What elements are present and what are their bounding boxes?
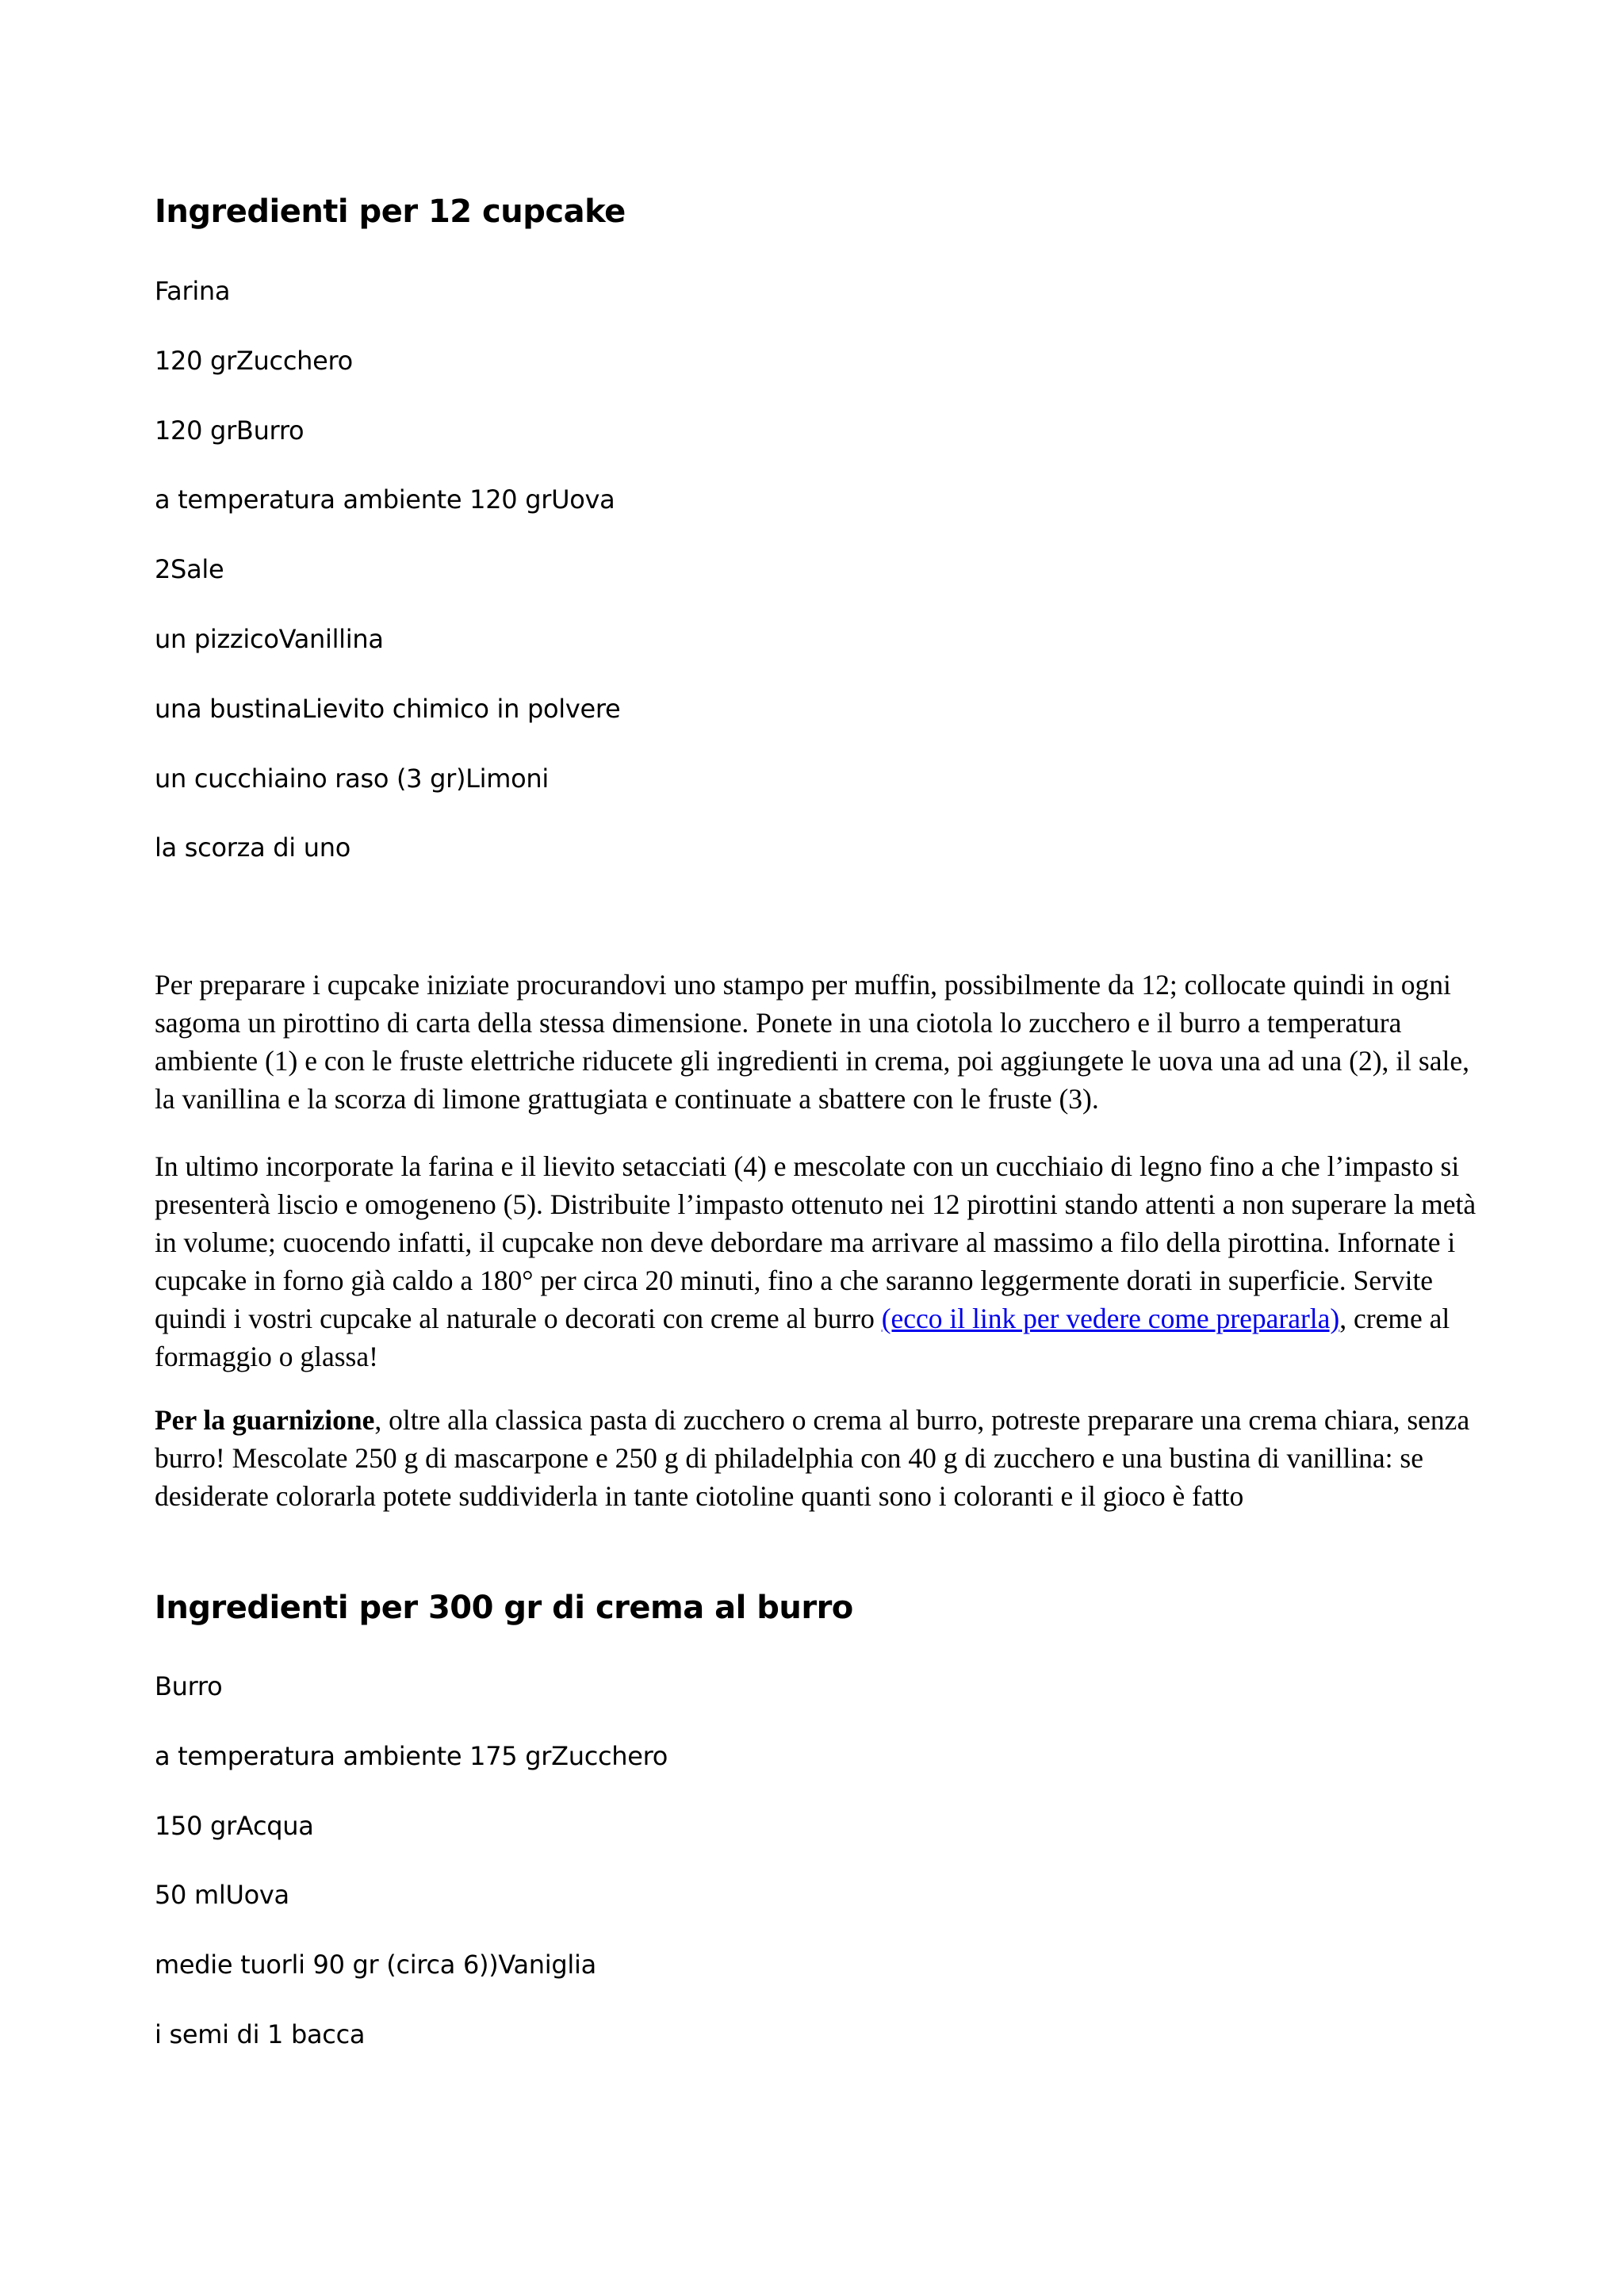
ingredient-line: Farina xyxy=(155,276,231,306)
ingredient-line: un cucchiaino raso (3 gr)Limoni xyxy=(155,763,549,794)
ingredient-line: Burro xyxy=(155,1671,223,1701)
decoration-text: , oltre alla classica pasta di zucchero o crema al burro, potreste preparare una crema chiara, senza burro! Mescolate 250 g di mascarpone e 250 g di philadelphia con 40 g di zucchero e una bustina di vanillina: se desiderate colorarla potete suddividerla in tante ciotoline quanti sono i coloranti e il gioco è fatto xyxy=(155,1404,1470,1512)
buttercream-recipe-link[interactable]: (ecco il link per vedere come prepararla) xyxy=(881,1303,1340,1334)
paragraph-2-tail: , creme al formaggio o glassa! xyxy=(155,1303,1450,1372)
decoration-label: Per la guarnizione xyxy=(155,1404,375,1436)
ingredient-line: 50 mlUova xyxy=(155,1880,289,1910)
ingredient-line: una bustinaLievito chimico in polvere xyxy=(155,694,621,724)
instructions-paragraph-2 xyxy=(155,1147,1483,1376)
ingredient-line: i semi di 1 bacca xyxy=(155,2019,366,2049)
ingredient-line: un pizzicoVanillina xyxy=(155,624,384,654)
paragraph-2-text: In ultimo incorporate la farina e il lievito setacciati (4) e mescolate con un cucchiaio di legno fino a che l’impasto si presenterà liscio e omogeneno (5). Distribuite l’impasto ottenuto nei 12 pirottini stando attenti a non superare la metà in volume; cuocendo infatti, il cupcake non deve debordare ma arrivare al massimo a filo della pirottina. Infornate i cupcake in forno già caldo a 180° per circa 20 minuti, fino a che saranno leggermente dorati in superficie. Servite quindi i vostri cupcake al naturale o decorati con creme al burro xyxy=(155,1150,1477,1334)
ingredient-line: a temperatura ambiente 175 grZucchero xyxy=(155,1741,668,1771)
ingredient-line: medie tuorli 90 gr (circa 6))Vaniglia xyxy=(155,1950,596,1980)
ingredient-line: a temperatura ambiente 120 grUova xyxy=(155,484,615,515)
decoration-paragraph xyxy=(155,1401,1483,1515)
ingredient-line: 120 grZucchero xyxy=(155,346,353,376)
ingredient-line: la scorza di uno xyxy=(155,832,350,863)
heading-cupcake-ingredients: Ingredienti per 12 cupcake xyxy=(155,193,626,230)
ingredient-line: 150 grAcqua xyxy=(155,1811,314,1841)
instructions-paragraph-1: Per preparare i cupcake iniziate procurandovi uno stampo per muffin, possibilmente da 12; collocate quindi in ogni sagoma un pirottino di carta della stessa dimensione. Ponete in una ciotola lo zucchero e il burro a temperatura ambiente (1) e con le fruste elettriche riducete gli ingredienti in crema, poi aggiungete le uova una ad una (2), il sale, la vanillina e la scorza di limone grattugiata e continuate a sbattere con le fruste (3). xyxy=(155,969,1469,1115)
ingredient-line: 120 grBurro xyxy=(155,415,304,446)
ingredient-line: 2Sale xyxy=(155,554,224,584)
heading-buttercream-ingredients: Ingredienti per 300 gr di crema al burro xyxy=(155,1590,853,1626)
